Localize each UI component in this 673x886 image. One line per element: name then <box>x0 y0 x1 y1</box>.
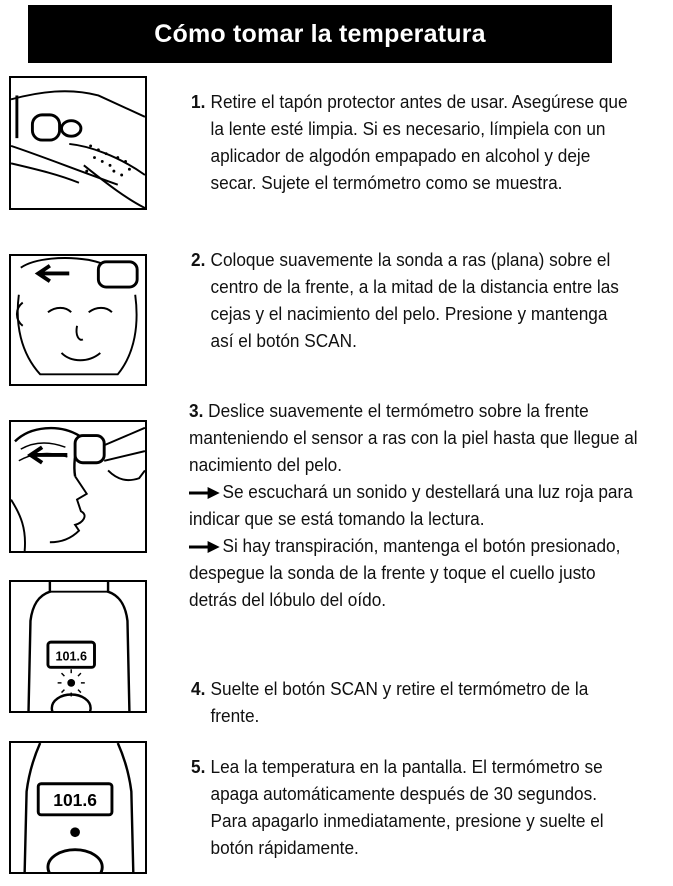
step-text: Retire el tapón protector antes de usar. Asegúrese que la lente esté limpia. Si es necesario, límpiela con un aplicador de algodón empapado en alcohol y deje secar. Sujete el termómetro como se muestra. <box>210 91 628 193</box>
step-1 <box>191 88 633 196</box>
title-bar <box>28 5 612 63</box>
arrow-right-icon <box>189 486 221 500</box>
step-5 <box>191 753 633 861</box>
step-bullet <box>189 478 645 532</box>
step-text: Deslice suavemente el termómetro sobre la frente manteniendo el sensor a ras con la piel hasta que llegue al nacimiento del pelo. <box>189 400 638 475</box>
bullet-text: Si hay transpiración, mantenga el botón presionado, despegue la sonda de la frente y toque el cuello justo detrás del lóbulo del oído. <box>189 535 621 610</box>
step-number: 1. <box>191 91 206 112</box>
step-text: Suelte el botón SCAN y retire el termómetro de la frente. <box>210 678 589 726</box>
step-3 <box>189 397 645 613</box>
bullet-text: Se escuchará un sonido y destellará una luz roja para indicar que se está tomando la lectura. <box>189 481 633 529</box>
illustration-hold-thermometer <box>9 76 147 210</box>
step-2 <box>191 246 633 354</box>
step-paragraph <box>189 397 645 478</box>
step-bullet <box>189 532 645 613</box>
step-text: Lea la temperatura en la pantalla. El termómetro se apaga automáticamente después de 30 segundos. Para apagarlo inmediatamente, presione y suelte el botón rápidamente. <box>210 756 604 858</box>
step-number: 5. <box>191 756 206 777</box>
display-reading-large: 101.6 <box>53 790 97 811</box>
display-reading: 101.6 <box>55 649 87 664</box>
illustration-profile-slide <box>9 420 147 553</box>
hand-thermometer-drawing <box>11 78 145 208</box>
arrow-right-icon <box>189 540 221 554</box>
step-number: 4. <box>191 678 206 699</box>
illustration-thermometer-display-flash <box>9 580 147 713</box>
page-title: Cómo tomar la temperatura <box>154 19 486 48</box>
step-text: Coloque suavemente la sonda a ras (plana) sobre el centro de la frente, a la mitad de la distancia entre las cejas y el nacimiento del pelo. Presione y mantenga así el botón SCAN. <box>210 249 619 351</box>
step-4 <box>191 675 633 729</box>
step-number: 3. <box>189 400 204 421</box>
illustration-thermometer-reading <box>9 741 147 874</box>
illustration-child-forehead <box>9 254 147 386</box>
step-number: 2. <box>191 249 206 270</box>
